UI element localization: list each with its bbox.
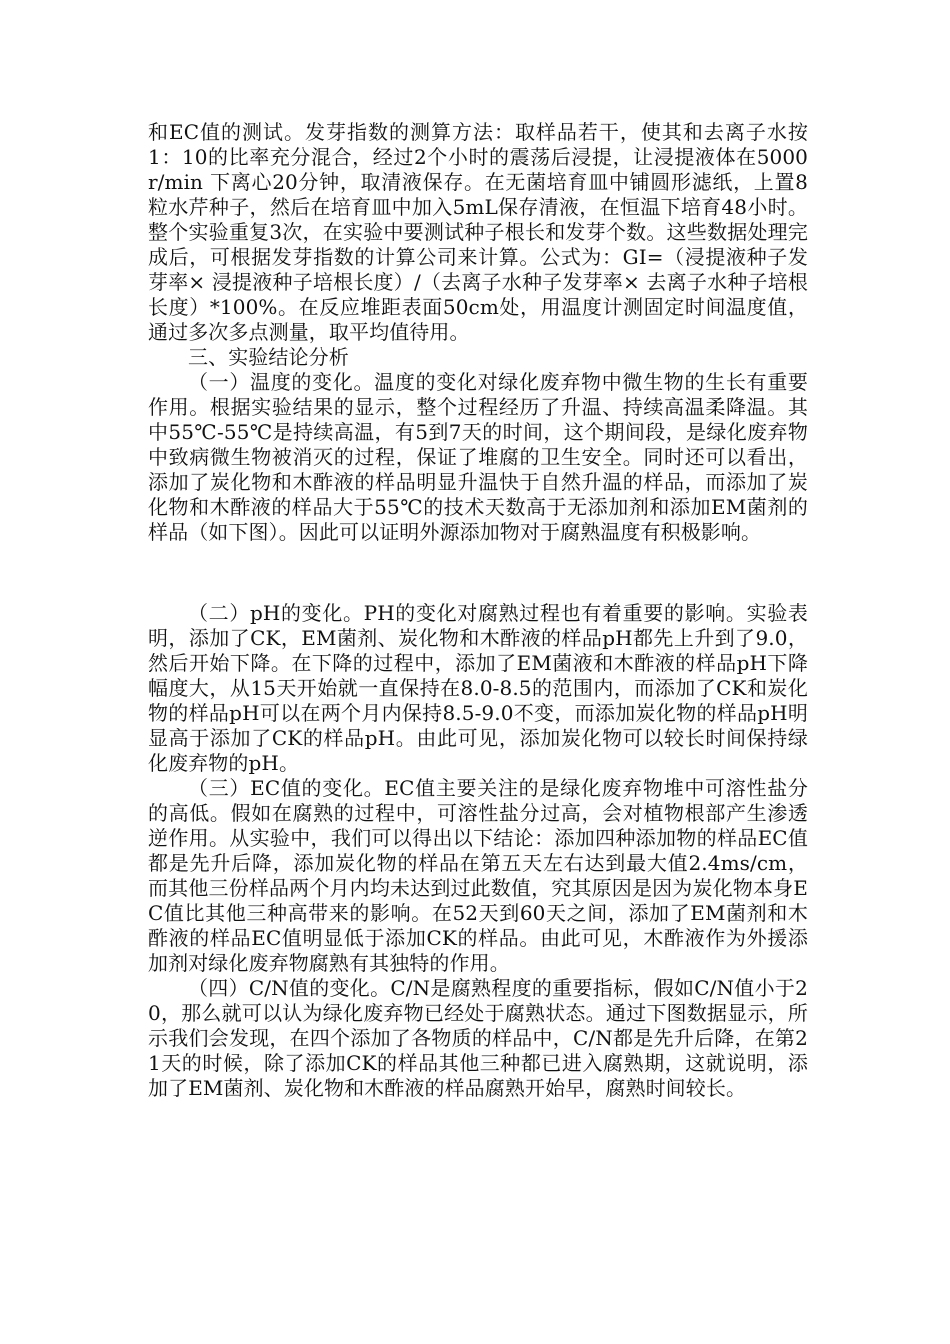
figure-gap [148, 545, 808, 601]
paragraph-methods: 和EC值的测试。发芽指数的测算方法：取样品若干，使其和去离子水按1：10的比率充分混合，经过2个小时的震荡后浸提，让浸提液体在5000r/min 下离心20分钟，取清液保存。在无菌培育皿中铺圆形滤纸，上置8粒水芹种子，然后在培育皿中加入5mL保存清液，在恒温下培育48小时。整个实验重复3次，在实验中要测试种子根长和发芽个数。这些数据处理完成后，可根据发芽指数的计算公司来计算。公式为：GI=（浸提液种子发芽率× 浸提液种子培根长度）/（去离子水种子发芽率× 去离子水种子培根长度）*100%。在反应堆距表面50cm处，用温度计测固定时间温度值，通过多次多点测量，取平均值待用。 [148, 120, 808, 344]
paragraph-ec: （三）EC值的变化。EC值主要关注的是绿化废弃物堆中可溶性盐分的高低。假如在腐熟的过程中，可溶性盐分过高，会对植物根部产生渗透逆作用。从实验中，我们可以得出以下结论：添加四种添加物的样品EC值都是先升后降，添加炭化物的样品在第五天左右达到最大值2.4ms/cm，而其他三份样品两个月内均未达到过此数值，究其原因是因为炭化物本身EC值比其他三种高带来的影响。在52天到60天之间，添加了EM菌剂和木酢液的样品EC值明显低于添加CK的样品。由此可见，木酢液作为外援添加剂对绿化废弃物腐熟有其独特的作用。 [148, 776, 808, 975]
paragraph-temperature: （一）温度的变化。温度的变化对绿化废弃物中微生物的生长有重要作用。根据实验结果的显示，整个过程经历了升温、持续高温柔降温。其中55℃-55℃是持续高温，有5到7天的时间，这个期间段，是绿化废弃物中致病微生物被消灭的过程，保证了堆腐的卫生安全。同时还可以看出，添加了炭化物和木酢液的样品明显升温快于自然升温的样品，而添加了炭化物和木酢液的样品大于55℃的技术天数高于无添加剂和添加EM菌剂的样品（如下图）。因此可以证明外源添加物对于腐熟温度有积极影响。 [148, 370, 808, 544]
section-heading-conclusion: 三、实验结论分析 [188, 345, 349, 369]
paragraph-ph: （二）pH的变化。PH的变化对腐熟过程也有着重要的影响。实验表明，添加了CK，EM菌剂、炭化物和木酢液的样品pH都先上升到了9.0，然后开始下降。在下降的过程中，添加了EM菌液和木酢液的样品pH下降幅度大，从15天开始就一直保持在8.0-8.5的范围内，而添加了CK和炭化物的样品pH可以在两个月内保持8.5-9.0不变，而添加炭化物的样品pH明显高于添加了CK的样品pH。由此可见，添加炭化物可以较长时间保持绿化废弃物的pH。 [148, 601, 808, 775]
document-page [148, 120, 808, 1101]
paragraph-cn: （四）C/N值的变化。C/N是腐熟程度的重要指标，假如C/N值小于20，那么就可以认为绿化废弃物已经处于腐熟状态。通过下图数据显示，所示我们会发现，在四个添加了各物质的样品中，C/N都是先升后降，在第21天的时候，除了添加CK的样品其他三种都已进入腐熟期，这就说明，添加了EM菌剂、炭化物和木酢液的样品腐熟开始早，腐熟时间较长。 [148, 976, 808, 1100]
